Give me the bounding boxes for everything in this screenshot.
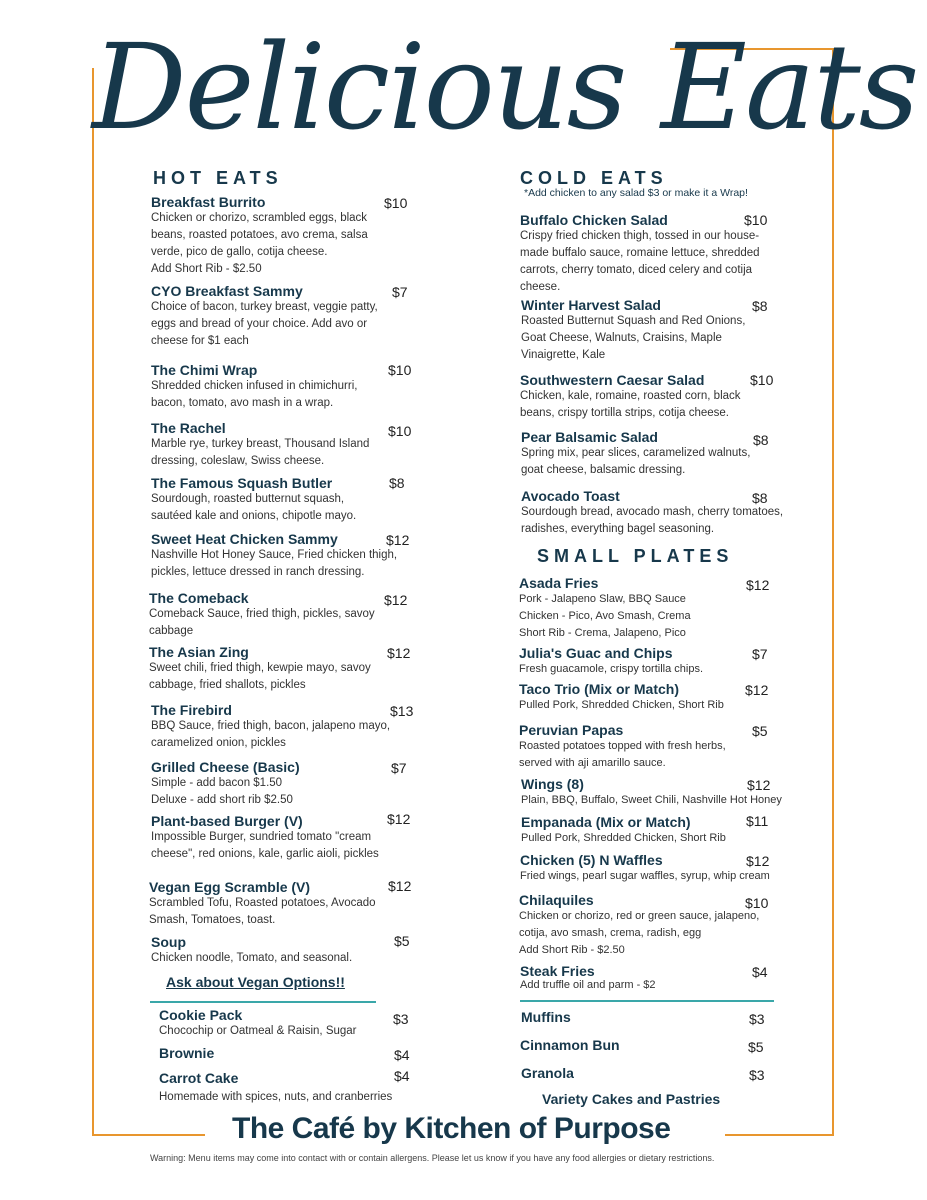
menu-item-famous-squash-butler	[151, 475, 376, 525]
item-name: Soup	[151, 934, 186, 950]
item-addon: Add Short Rib - $2.50	[519, 944, 625, 956]
item-desc: Spring mix, pear slices, caramelized walnuts, goat cheese, balsamic dressing.	[521, 447, 751, 476]
bakery-item-name: Muffins	[521, 1009, 571, 1025]
item-desc: Pulled Pork, Shredded Chicken, Short Rib	[521, 832, 726, 844]
item-name: Winter Harvest Salad	[521, 297, 661, 313]
menu-item-avocado-toast	[521, 488, 789, 538]
cold-eats-heading: COLD EATS	[520, 168, 668, 188]
item-desc: Choice of bacon, turkey breast, veggie patty, eggs and bread of your choice. Add avo or cheese for $1 each	[151, 301, 378, 347]
item-name: Plant-based Burger (V)	[151, 813, 303, 829]
menu-item-cyo-breakfast-sammy	[151, 283, 396, 350]
item-price: $4	[394, 1068, 410, 1084]
item-price: $3	[749, 1067, 765, 1083]
menu-item-chilaquiles	[519, 892, 769, 959]
item-price: $10	[384, 195, 408, 211]
menu-item-julias-guac	[519, 645, 739, 678]
item-price: $12	[388, 878, 412, 894]
menu-item-the-comeback	[149, 590, 389, 640]
item-name: Julia's Guac and Chips	[519, 645, 673, 661]
item-desc: Fried wings, pearl sugar waffles, syrup, whip cream	[520, 870, 770, 882]
item-addon: Deluxe - add short rib $2.50	[151, 794, 293, 806]
menu-item-vegan-egg-scramble	[149, 879, 397, 929]
item-name: The Chimi Wrap	[151, 362, 258, 378]
item-price: $10	[388, 362, 412, 378]
menu-item-winter-harvest-salad	[521, 297, 761, 364]
item-price: $3	[749, 1011, 765, 1027]
item-name: Avocado Toast	[521, 488, 620, 504]
item-name: The Firebird	[151, 702, 232, 718]
item-desc: Pork - Jalapeno Slaw, BBQ Sauce	[519, 593, 686, 605]
item-price: $7	[391, 760, 407, 776]
item-price: $13	[390, 703, 414, 719]
item-desc: Sourdough bread, avocado mash, cherry tomatoes, radishes, everything bagel seasoning.	[521, 506, 784, 535]
item-name: Southwestern Caesar Salad	[520, 372, 705, 388]
item-price: $10	[750, 372, 774, 388]
item-price: $3	[393, 1011, 409, 1027]
item-price: $12	[384, 592, 408, 608]
menu-item-asada-fries	[519, 575, 739, 642]
item-desc: Pulled Pork, Shredded Chicken, Short Rib	[519, 699, 724, 711]
item-desc: Simple - add bacon $1.50	[151, 777, 283, 789]
item-desc: Chicken or chorizo, scrambled eggs, black beans, roasted potatoes, avo crema, salsa verde, pico de gallo, cotija cheese.	[151, 212, 368, 258]
cafe-name-footer: The Café by Kitchen of Purpose	[232, 1112, 671, 1145]
item-price: $5	[748, 1039, 764, 1055]
item-name: Peruvian Papas	[519, 722, 624, 738]
item-name: Empanada (Mix or Match)	[521, 814, 691, 830]
item-price: $4	[394, 1047, 410, 1063]
vegan-options-note: Ask about Vegan Options!!	[166, 974, 345, 990]
right-divider	[520, 1000, 774, 1002]
item-desc: Chicken, kale, romaine, roasted corn, black beans, crispy tortilla strips, cotija cheese.	[520, 390, 741, 419]
allergen-warning: Warning: Menu items may come into contact with or contain allergens. Please let us know if you have any food allergies or dietary restrictions.	[150, 1153, 715, 1163]
item-name: Chilaquiles	[519, 892, 594, 908]
item-desc: Homemade with spices, nuts, and cranberries	[159, 1091, 393, 1103]
item-price: $5	[394, 933, 410, 949]
item-name: Taco Trio (Mix or Match)	[519, 681, 679, 697]
item-desc: BBQ Sauce, fried thigh, bacon, jalapeno mayo, caramelized onion, pickles	[151, 720, 391, 749]
salad-addon-note: *Add chicken to any salad $3 or make it a Wrap!	[524, 187, 748, 199]
menu-item-steak-fries	[520, 963, 745, 991]
item-name: The Asian Zing	[149, 644, 249, 660]
menu-item-buffalo-chicken-salad	[520, 212, 775, 296]
item-name: The Famous Squash Butler	[151, 475, 333, 491]
item-price: $10	[388, 423, 412, 439]
item-desc: Roasted Butternut Squash and Red Onions, Goat Cheese, Walnuts, Craisins, Maple Vinaigrette, Kale	[521, 315, 746, 361]
menu-item-empanada	[521, 814, 746, 847]
item-desc: Chocochip or Oatmeal & Raisin, Sugar	[159, 1025, 357, 1037]
item-addon: Short Rib - Crema, Jalapeno, Pico	[519, 627, 686, 639]
item-price: $10	[744, 212, 768, 228]
left-divider	[150, 1001, 376, 1003]
item-price: $10	[745, 895, 769, 911]
menu-item-asian-zing	[149, 644, 394, 694]
item-name: Pear Balsamic Salad	[521, 429, 658, 445]
menu-item-breakfast-burrito	[151, 194, 386, 278]
hot-eats-heading: HOT EATS	[153, 168, 283, 188]
item-desc: Impossible Burger, sundried tomato "cream cheese", red onions, kale, garlic aioli, pickles	[151, 831, 379, 860]
item-name: Carrot Cake	[159, 1070, 239, 1086]
menu-item-plant-based-burger	[151, 813, 396, 863]
item-price: $12	[746, 577, 770, 593]
bakery-item-name: Granola	[521, 1065, 574, 1081]
item-price: $12	[746, 853, 770, 869]
item-name: Vegan Egg Scramble (V)	[149, 879, 311, 895]
item-name: Sweet Heat Chicken Sammy	[151, 531, 338, 547]
menu-item-the-rachel	[151, 420, 386, 470]
item-price: $12	[747, 777, 771, 793]
item-price: $12	[386, 532, 410, 548]
menu-item-pear-balsamic-salad	[521, 429, 766, 479]
menu-item-carrot-cake	[159, 1070, 419, 1106]
item-price: $5	[752, 723, 768, 739]
menu-item-soup	[151, 934, 386, 967]
menu-item-grilled-cheese	[151, 759, 386, 809]
item-name: The Comeback	[149, 590, 249, 606]
item-desc: Sourdough, roasted butternut squash, sautéed kale and onions, chipotle mayo.	[151, 493, 357, 522]
item-desc: Scrambled Tofu, Roasted potatoes, Avocado Smash, Tomatoes, toast.	[149, 897, 376, 926]
menu-item-chimi-wrap	[151, 362, 386, 412]
item-name: Wings (8)	[521, 776, 584, 792]
item-name: CYO Breakfast Sammy	[151, 283, 303, 299]
item-price: $8	[389, 475, 405, 491]
item-name: Brownie	[159, 1045, 215, 1061]
item-desc: Comeback Sauce, fried thigh, pickles, savoy cabbage	[149, 608, 375, 637]
item-name: Grilled Cheese (Basic)	[151, 759, 300, 775]
item-price: $8	[753, 432, 769, 448]
item-desc: Sweet chili, fried thigh, kewpie mayo, savoy cabbage, fried shallots, pickles	[149, 662, 371, 691]
item-desc: Shredded chicken infused in chimichurri, bacon, tomato, avo mash in a wrap.	[151, 380, 358, 409]
item-desc: Chicken noodle, Tomato, and seasonal.	[151, 952, 353, 964]
item-desc: Nashville Hot Honey Sauce, Fried chicken thigh, pickles, lettuce dressed in ranch dressing.	[151, 549, 398, 578]
item-price: $12	[387, 811, 411, 827]
item-price: $8	[752, 298, 768, 314]
item-price: $11	[746, 813, 769, 829]
item-desc: Roasted potatoes topped with fresh herbs, served with aji amarillo sauce.	[519, 740, 726, 769]
item-price: $7	[392, 284, 408, 300]
item-addon: Chicken - Pico, Avo Smash, Crema	[519, 610, 691, 622]
menu-item-taco-trio	[519, 681, 744, 714]
menu-item-sweet-heat-chicken-sammy	[151, 531, 411, 581]
item-name: Chicken (5) N Waffles	[520, 852, 663, 868]
item-desc: Chicken or chorizo, red or green sauce, jalapeno, cotija, avo smash, crema, radish, egg	[519, 910, 760, 939]
item-desc: Plain, BBQ, Buffalo, Sweet Chili, Nashville Hot Honey	[521, 794, 782, 806]
item-addon: Add Short Rib - $2.50	[151, 263, 262, 275]
bakery-item-name: Cinnamon Bun	[520, 1037, 620, 1053]
item-desc: Marble rye, turkey breast, Thousand Island dressing, coleslaw, Swiss cheese.	[151, 438, 370, 467]
item-name: Steak Fries	[520, 963, 595, 979]
item-desc: Crispy fried chicken thigh, tossed in our house-made buffalo sauce, romaine lettuce, shredded carrots, cherry tomato, diced celery and cotija cheese.	[520, 230, 760, 293]
item-name: Breakfast Burrito	[151, 194, 266, 210]
menu-item-southwestern-caesar-salad	[520, 372, 760, 422]
item-name: Buffalo Chicken Salad	[520, 212, 668, 228]
menu-title: Delicious Eats	[92, 18, 918, 156]
item-price: $7	[752, 646, 768, 662]
menu-item-cookie-pack	[159, 1007, 399, 1040]
menu-item-brownie	[159, 1045, 359, 1061]
item-name: The Rachel	[151, 420, 226, 436]
item-name: Cookie Pack	[159, 1007, 243, 1023]
small-plates-heading: SMALL PLATES	[537, 546, 734, 566]
item-price: $12	[745, 682, 769, 698]
menu-item-peruvian-papas	[519, 722, 744, 772]
item-price: $12	[387, 645, 411, 661]
menu-item-the-firebird	[151, 702, 401, 752]
item-price: $4	[752, 964, 768, 980]
item-desc: Add truffle oil and parm - $2	[520, 979, 656, 991]
item-desc: Fresh guacamole, crispy tortilla chips.	[519, 663, 704, 675]
item-price: $8	[752, 490, 768, 506]
bakery-note: Variety Cakes and Pastries	[542, 1091, 721, 1107]
item-name: Asada Fries	[519, 575, 599, 591]
